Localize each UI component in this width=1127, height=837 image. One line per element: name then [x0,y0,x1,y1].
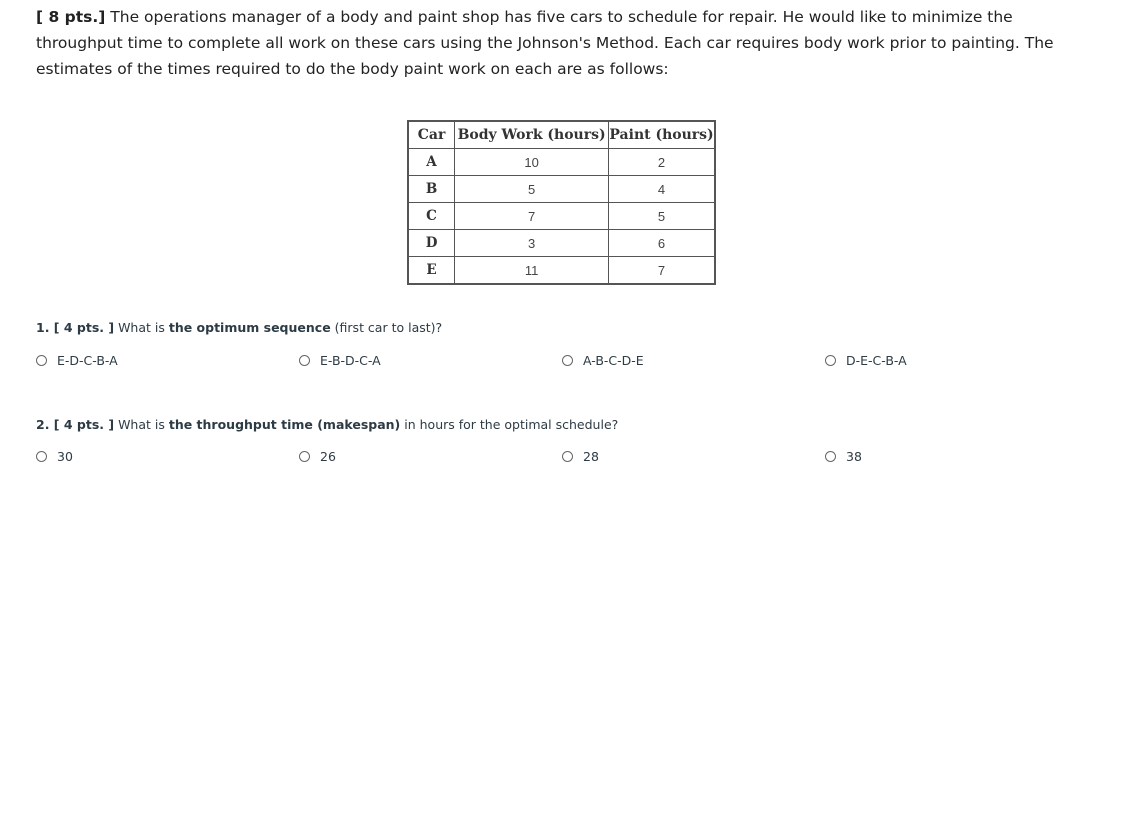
problem-points: [ 8 pts.] [36,8,106,26]
q2-option-2[interactable] [299,449,336,464]
radio-button[interactable] [36,451,47,462]
problem-statement [36,4,1096,82]
cell-car: D [408,230,455,257]
q1-option-1[interactable] [36,353,118,368]
cell-paint: 4 [609,176,715,203]
table-row [408,203,715,230]
question-2-points: 2. [ 4 pts. ] [36,417,115,432]
cell-body-work: 10 [455,149,609,176]
q1-option-label: A-B-C-D-E [583,353,644,368]
question-1 [36,320,442,335]
q2-option-3[interactable] [562,449,599,464]
radio-button[interactable] [562,451,573,462]
radio-button[interactable] [299,451,310,462]
question-1-text-a: What is [114,320,169,335]
car-times-table [407,120,716,285]
cell-paint: 2 [609,149,715,176]
question-2-emphasis: the throughput time (makespan) [168,417,401,432]
table-row [408,176,715,203]
radio-button[interactable] [562,355,573,366]
radio-button[interactable] [825,355,836,366]
question-1-points: 1. [ 4 pts. ] [36,320,115,335]
cell-car: A [408,149,455,176]
header-car: Car [408,121,455,149]
question-2-text-a: What is [114,417,169,432]
cell-paint: 6 [609,230,715,257]
table-header-row [408,121,715,149]
q1-option-3[interactable] [562,353,644,368]
cell-paint: 5 [609,203,715,230]
q2-option-label: 28 [583,449,599,464]
cell-car: E [408,257,455,285]
question-2 [36,417,618,432]
q1-option-label: D-E-C-B-A [846,353,907,368]
cell-body-work: 7 [455,203,609,230]
q2-option-label: 26 [320,449,336,464]
cell-body-work: 5 [455,176,609,203]
radio-button[interactable] [36,355,47,366]
radio-button[interactable] [299,355,310,366]
header-body-work: Body Work (hours) [455,121,609,149]
q2-option-label: 38 [846,449,862,464]
q1-option-label: E-B-D-C-A [320,353,381,368]
cell-car: C [408,203,455,230]
question-1-emphasis: the optimum sequence [168,320,331,335]
header-paint: Paint (hours) [609,121,715,149]
radio-button[interactable] [825,451,836,462]
question-2-text-b: in hours for the optimal schedule? [400,417,619,432]
q1-option-2[interactable] [299,353,381,368]
q2-option-label: 30 [57,449,73,464]
table-row [408,257,715,285]
cell-car: B [408,176,455,203]
q1-option-label: E-D-C-B-A [57,353,118,368]
q1-option-4[interactable] [825,353,907,368]
cell-body-work: 3 [455,230,609,257]
table-row [408,230,715,257]
q2-option-4[interactable] [825,449,862,464]
q2-option-1[interactable] [36,449,73,464]
question-1-text-b: (first car to last)? [330,320,443,335]
cell-paint: 7 [609,257,715,285]
problem-text: The operations manager of a body and paint shop has five cars to schedule for repair. He would like to minimize the throughput time to complete all work on these cars using the Johnson's Method. Each car requires body work prior to painting. The estimates of the times required to do the body paint work on each are as follows: [36,8,1054,78]
table-row [408,149,715,176]
cell-body-work: 11 [455,257,609,285]
